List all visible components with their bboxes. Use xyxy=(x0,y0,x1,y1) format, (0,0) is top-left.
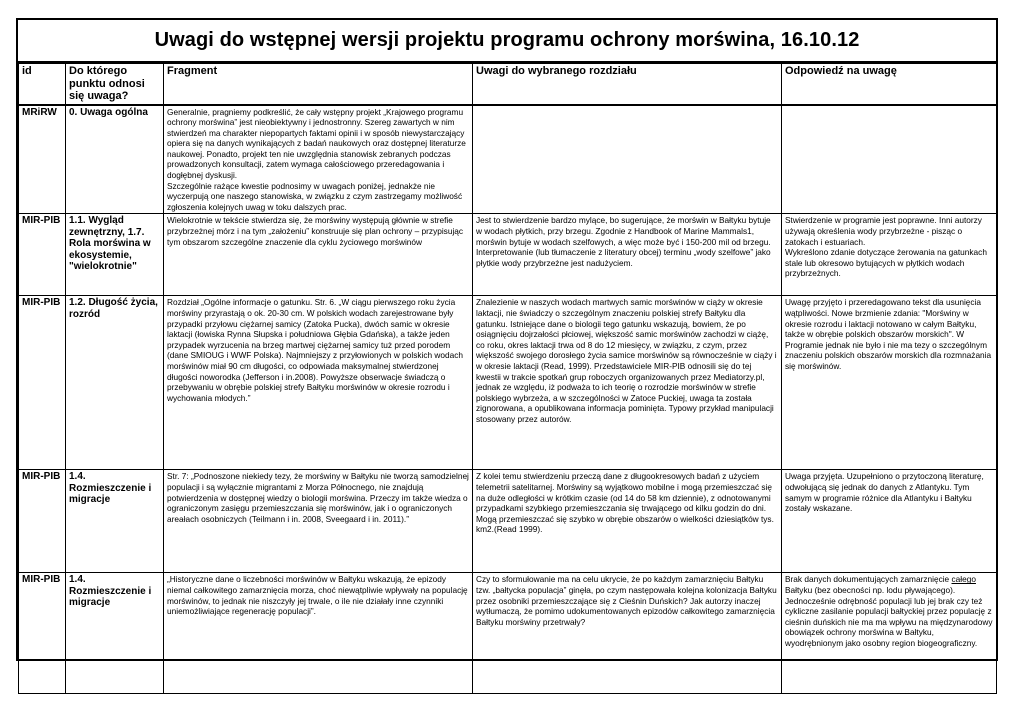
header-fragment: Fragment xyxy=(164,64,473,105)
cell-response xyxy=(782,105,997,214)
cell-response: Uwagę przyjęto i przeredagowano tekst dla usunięcia wątpliwości. Nowe brzmienie zdania: "Morświny w okresie rozrodu i laktacji notowano w całym Bałtyku, także w obrębie polskich obszarów morskich". W Programie jednak nie było i nie ma tezy o szczególnym znaczeniu polskich obszarów morskich dla rozmnażania się morświnów. xyxy=(782,296,997,470)
cell-comment: Jest to stwierdzenie bardzo mylące, bo sugerujące, że morświn w Bałtyku bytuje w wodach płytkich, przy brzegu. Zgodnie z Handbook of Marine Mammals1, morświn bytuje w wodach szelfowych, a więc może być i 150-200 mil od brzegu. Interpretowanie (lub tłumaczenie z literatury obcej) terminu „wody szelfowe” jako płytkie wody przybrzeżne jest nadużyciem. xyxy=(473,214,782,296)
cell-section: 1.1. Wygląd zewnętrzny, 1.7. Rola morświna w ekosystemie, "wielokrotnie" xyxy=(66,214,164,296)
cell-comment: Znalezienie w naszych wodach martwych samic morświnów w ciąży w okresie laktacji, nie świadczy o szczególnym znaczeniu polskiej strefy Bałtyku dla gatunku. Istniejące dane o biologii tego gatunku wskazują, bowiem, że po osiągnięciu dojrzałości płciowej, większość samic morświnów zachodzi w ciążę, co roku, okres laktacji trwa od 8 do 12 miesięcy, w związku, z czym, przez większość swojego dorosłego życia samice morświnów są równocześnie w ciąży i w okresie laktacji (Read, 1999). Przedstawiciele MIR-PIB odnosili się do tej kwestii w trakcie spotkań grup roboczych organizowanych przez Mediatorzy.pl, jednak ze względu, iż podważa to ich teorię o rozrodzie morświnów w strefie polskiego wybrzeża, a w szczególności w Zatoce Puckiej, uwaga ta została zignorowana, a opublikowana informacja pominięta. Typowy przykład manipulacji stosowany przez autorów. xyxy=(473,296,782,470)
response-paragraph: Wykreślono zdanie dotyczące żerowania na gatunkach stale lub okresowo bytujących w płytkich wodach przybrzeżnych. xyxy=(785,247,987,279)
table-row xyxy=(19,296,997,470)
cell-id: MIR-PIB xyxy=(19,470,66,573)
cell-section: 0. Uwaga ogólna xyxy=(66,105,164,214)
cell-comment: Czy to sformułowanie ma na celu ukrycie, że po każdym zamarznięciu Bałtyku tzw. „bałtycka populacja” ginęła, po czym następowała kolejna kolonizacja Bałtyku przez osobniki przemieszczające się z Cieśnin Duńskich? Jak autorzy inaczej wytłumaczą, że pomimo udokumentowanych epizodów całkowitego zamarznięcia Bałtyku morświny przetrwały? xyxy=(473,573,782,694)
table-row xyxy=(19,214,997,296)
response-text: Bałtyku (bez obecności np. lodu pływającego). Jednocześnie odrębność populacji lub jej brak czy też cykliczne zasilanie populacji bałtyckiej przez populację z cieśnin duńskich nie ma ma wpływu na międzynarodowy obowiązek ochrony morświna w Bałtyku, wyodrębnionym jako osobny region biogeograficzny. xyxy=(785,585,993,648)
cell-section: 1.2. Długość życia, rozród xyxy=(66,296,164,470)
cell-fragment: „Historyczne dane o liczebności morświnów w Bałtyku wskazują, że epizody niemal całkowitego zamarznięcia morza, choć niewątpliwie wpływały na populację morświnów, to jednak nie niszczyły jej trwale, o ile nie działały inne czynniki uniemożliwiające regenerację populacji”. xyxy=(164,573,473,694)
fragment-paragraph: Generalnie, pragniemy podkreślić, że cały wstępny projekt „Krajowego programu ochrony morświna” jest nieobiektywny i jednostronny. Szereg zawartych w nim stwierdzeń ma charakter niepopartych faktami opinii i w sposób niewystarczający opiera się na danych wynikających z badań naukowych oraz dostępnej literaturze naukowej. Ponadto, projekt ten nie uwzględnia stanowisk zebranych podczas prowadzonych konsultacji, zatem wymaga całościowego przeredagowania i dogłębnej dyskusji. xyxy=(167,106,466,181)
comments-table xyxy=(18,63,997,694)
cell-comment xyxy=(473,105,782,214)
cell-id: MRiRW xyxy=(19,105,66,214)
document-title: Uwagi do wstępnej wersji projektu programu ochrony morświna, 16.10.12 xyxy=(154,29,860,51)
cell-fragment xyxy=(164,105,473,214)
cell-section: 1.4. Rozmieszczenie i migracje xyxy=(66,573,164,694)
response-text: Brak danych dokumentujących zamarznięcie xyxy=(785,574,950,585)
response-paragraph: Stwierdzenie w programie jest poprawne. Inni autorzy używają określenia wody przybrzeżne - pisząc o zatokach i estuariach. xyxy=(785,215,982,247)
table-row xyxy=(19,573,997,694)
header-section: Do którego punktu odnosi się uwaga? xyxy=(66,64,164,105)
cell-comment: Z kolei temu stwierdzeniu przeczą dane z długookresowych badań z użyciem telemetrii satelitarnej. Morświny są wyjątkowo mobilne i mogą przemieszczać się na duże odległości w krótkim czasie (od 14 do 58 km dziennie), z odnotowanymi przypadkami szybkiego przemieszczania się trwającego od kilku godzin do dni. Mogą przemieszczać się szybko w obrębie obszarów o wielkości dziesiątków tys. km2.(Read 1999). xyxy=(473,470,782,573)
cell-response xyxy=(782,573,997,694)
header-row xyxy=(19,64,997,105)
cell-fragment: Rozdział „Ogólne informacje o gatunku. Str. 6. „W ciągu pierwszego roku życia morświny przyrastają o ok. 20-30 cm. W polskich wodach zarejestrowane były przypadki przyłowu ciężarnej samicy (Zatoka Pucka), dwóch samic w okresie laktacji (łowiska Rynna Słupska i południowa Głębia Gdańska), a także jeden przypadek wyrzucenia na brzeg martwej ciężarnej samicy tuż przed porodem (dane SMIOUG i WWF Polska). Najmniejszy z przyłowionych w polskich wodach morświnów miał 90 cm długości, co odpowiada maksymalnej stwierdzonej długości noworodka (Jefferson i in.2008). Powyższe obserwacje świadczą o przebywaniu w obrębie polskiej strefy Bałtyku morświnów w okresie rozrodu i wychowania młodych.” xyxy=(164,296,473,470)
fragment-paragraph: Szczególnie rażące kwestie podnosimy w uwagach poniżej, jednakże nie wyczerpują one naszego stanowiska, w związku z czym zastrzegamy możliwość zgłoszenia kolejnych uwag w toku dalszych prac. xyxy=(167,180,463,212)
cell-fragment: Wielokrotnie w tekście stwierdza się, że morświny występują głównie w strefie przybrzeżnej mórz i na tym „założeniu” konstruuje się plan ochrony – przypisując tym obszarom szczególne znaczenie dla cyklu życiowego morświnów xyxy=(164,214,473,296)
cell-response xyxy=(782,214,997,296)
cell-fragment: Str. 7: „Podnoszone niekiedy tezy, że morświny w Bałtyku nie tworzą samodzielnej populacji i są wyłącznie migrantami z Morza Północnego, nie znajdują potwierdzenia w dostępnej wiedzy o biologii morświna. Przeczy im także wiedza o ograniczonym zasięgu przemieszczania się morświnów, jak i o ograniczonych areałach osobniczych (Teilmann i in. 2008, Sveegaard i in. 2011).” xyxy=(164,470,473,573)
header-comment: Uwagi do wybranego rozdziału xyxy=(473,64,782,105)
table-row xyxy=(19,105,997,214)
cell-id: MIR-PIB xyxy=(19,573,66,694)
response-underlined-text: całego xyxy=(951,574,976,585)
comments-sheet xyxy=(16,18,998,661)
header-response: Odpowiedź na uwagę xyxy=(782,64,997,105)
table-row xyxy=(19,470,997,573)
cell-section: 1.4. Rozmieszczenie i migracje xyxy=(66,470,164,573)
cell-id: MIR-PIB xyxy=(19,214,66,296)
title-bar xyxy=(18,20,996,63)
cell-response: Uwaga przyjęta. Uzupełniono o przytoczoną literaturę, odwołującą się jednak do danych z Atlantyku. Tym samym w programie różnice dla Atlantyku i Bałtyku zostały wskazane. xyxy=(782,470,997,573)
header-id: id xyxy=(19,64,66,105)
cell-id: MIR-PIB xyxy=(19,296,66,470)
